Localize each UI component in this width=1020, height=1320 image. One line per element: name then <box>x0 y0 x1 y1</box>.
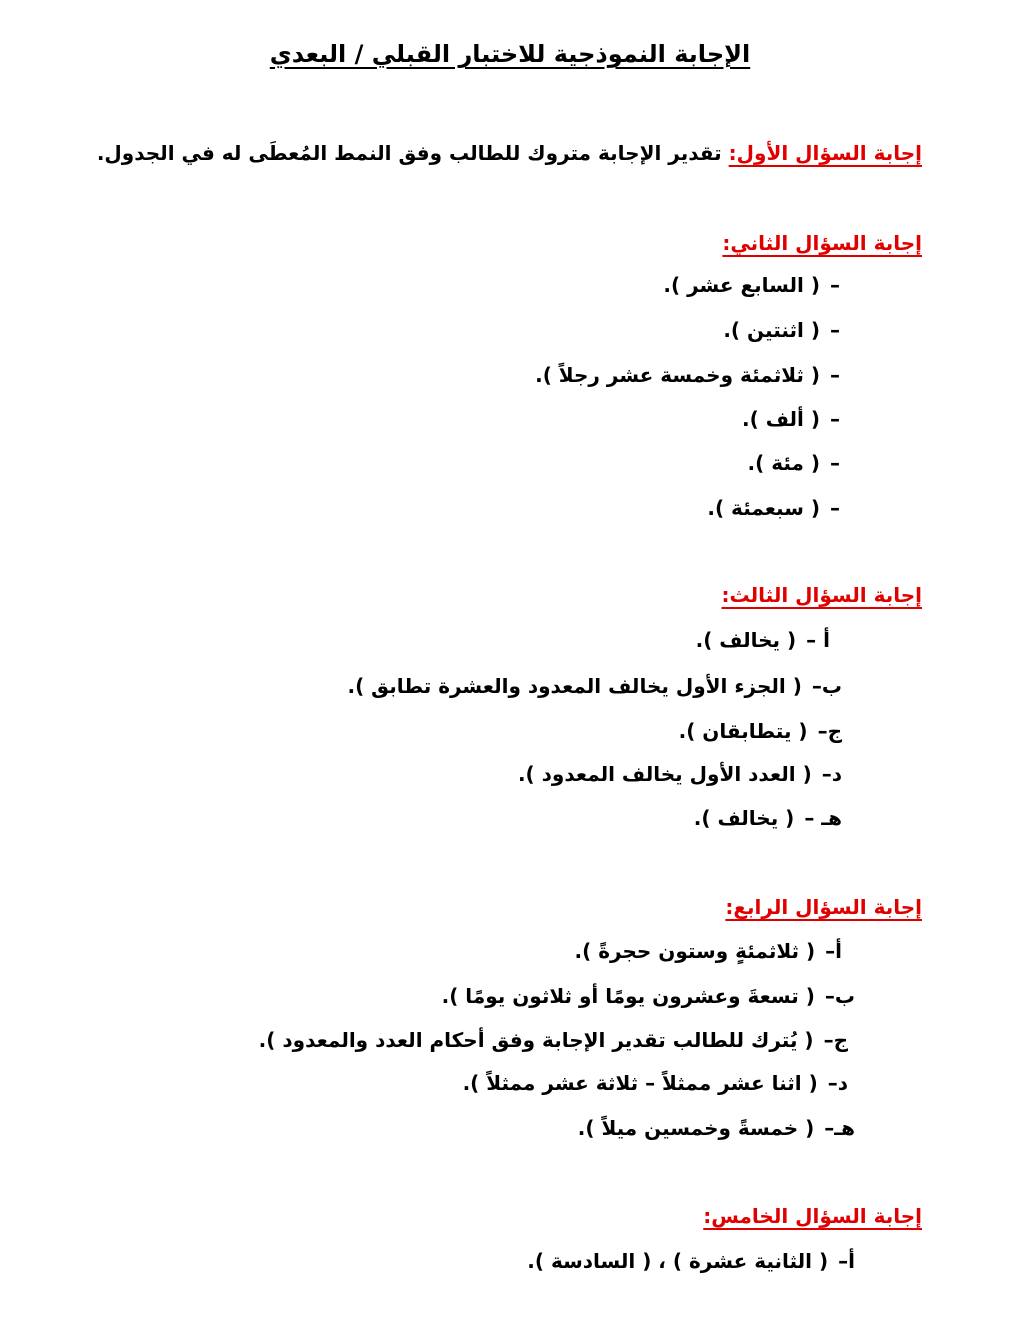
q2-item <box>748 448 840 478</box>
q3-item <box>694 803 842 833</box>
q5-item-text: ( الثانية عشرة ) ، ( السادسة ). <box>527 1249 829 1273</box>
q3-item <box>518 759 842 789</box>
q4-item-marker: د– <box>827 1071 848 1095</box>
q4-item-marker: ب– <box>824 984 855 1008</box>
q3-item <box>347 671 842 701</box>
q1-text: تقدير الإجابة متروك للطالب وفق النمط المُعطَى له في الجدول. <box>96 141 722 165</box>
q4-item-text: ( ثلاثمئةٍ وستون حجرةً ). <box>574 939 816 963</box>
q2-item-text: ( مئة ). <box>747 451 820 475</box>
q1-heading: إجابة السؤال الأول: <box>728 141 922 165</box>
q3-heading-line <box>721 580 922 610</box>
q3-item <box>696 625 830 655</box>
q4-item <box>578 1113 855 1143</box>
q3-item-text: ( الجزء الأول يخالف المعدود والعشرة تطابق ). <box>347 674 802 698</box>
q2-item-marker: – <box>830 496 840 520</box>
q4-item-text: ( خمسةً وخمسين ميلاً ). <box>577 1116 815 1140</box>
q4-item-marker: هـ– <box>824 1116 855 1140</box>
q4-item-marker: أ– <box>825 939 842 963</box>
q2-item-marker: – <box>830 451 840 475</box>
q3-item-marker: د– <box>821 762 842 786</box>
q2-item <box>707 493 840 523</box>
q4-heading: إجابة السؤال الرابع: <box>725 895 922 919</box>
q2-item-marker: – <box>830 407 840 431</box>
q2-item-text: ( السابع عشر ). <box>663 273 820 297</box>
q2-item-marker: – <box>830 273 840 297</box>
q2-item <box>742 404 840 434</box>
q2-item-marker: – <box>830 318 840 342</box>
q3-item <box>679 716 842 746</box>
q2-item-text: ( اثنتين ). <box>723 318 820 342</box>
q2-item <box>535 360 840 390</box>
q4-item-text: ( يُترك للطالب تقدير الإجابة وفق أحكام العدد والمعدود ). <box>258 1028 814 1052</box>
q2-item-text: ( ألف ). <box>742 407 820 431</box>
q4-item-marker: ج– <box>823 1028 848 1052</box>
q3-item-text: ( العدد الأول يخالف المعدود ). <box>517 762 812 786</box>
q4-item <box>463 1068 848 1098</box>
q5-heading-line <box>703 1201 922 1231</box>
q4-item-text: ( تسعةَ وعشرون يومًا أو ثلاثون يومًا ). <box>441 984 815 1008</box>
q4-item <box>442 981 855 1011</box>
q2-item-text: ( ثلاثمئة وخمسة عشر رجلاً ). <box>535 363 820 387</box>
q3-heading: إجابة السؤال الثالث: <box>721 583 922 607</box>
q2-heading: إجابة السؤال الثاني: <box>722 231 922 255</box>
q4-item <box>259 1025 848 1055</box>
q4-item-text: ( اثنا عشر ممثلاً – ثلاثة عشر ممثلاً ). <box>462 1071 818 1095</box>
q2-item-text: ( سبعمئة ). <box>707 496 820 520</box>
q3-item-marker: ب– <box>811 674 842 698</box>
q3-item-text: ( يتطابقان ). <box>678 719 808 743</box>
q5-item <box>527 1246 855 1276</box>
q2-heading-line <box>722 228 922 258</box>
q3-item-text: ( يخالف ). <box>695 628 797 652</box>
q2-item <box>723 315 840 345</box>
q5-heading: إجابة السؤال الخامس: <box>703 1204 922 1228</box>
q4-heading-line <box>725 892 922 922</box>
q2-item-marker: – <box>830 363 840 387</box>
q5-item-marker: أ– <box>838 1249 855 1273</box>
q3-item-marker: هـ – <box>804 806 842 830</box>
q2-item <box>663 270 840 300</box>
page-title: الإجابة النموذجية للاختبار القبلي / البعدي <box>269 40 751 68</box>
q1-answer-line <box>97 138 922 168</box>
q4-item <box>575 936 842 966</box>
q3-item-text: ( يخالف ). <box>693 806 795 830</box>
q3-item-marker: أ – <box>806 628 830 652</box>
q3-item-marker: ج– <box>817 719 842 743</box>
